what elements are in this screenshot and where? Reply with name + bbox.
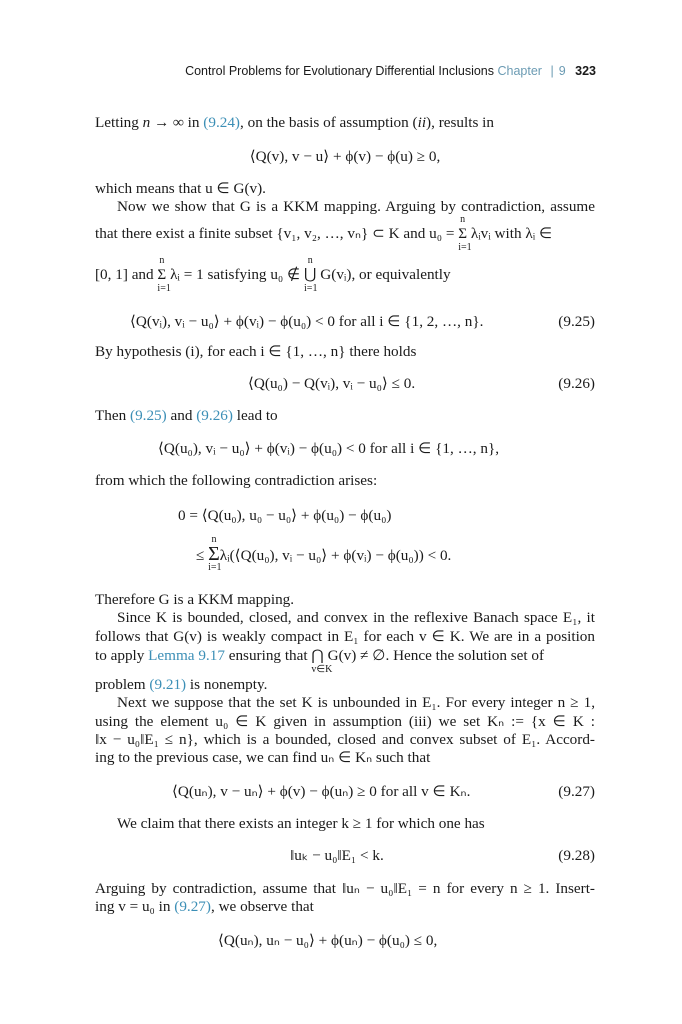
text-line-13: problem (9.21) is nonempty.: [95, 676, 268, 693]
text-line-5: [0, 1] and n Σ i=1 λᵢ = 1 satisfying u₀ ∉ n ⋃ i=1 G(vᵢ), or equivalently: [95, 255, 451, 294]
equation-display-4: ⟨Q(uₙ), uₙ − u₀⟩ + ϕ(uₙ) − ϕ(u₀) ≤ 0,: [218, 932, 438, 949]
lemma-link-9-17[interactable]: Lemma 9.17: [148, 647, 225, 664]
equation-9-28: ‖uₖ − u₀‖E₁ < k.: [290, 847, 384, 864]
header-separator: |: [550, 64, 554, 78]
equation-link-9-21[interactable]: (9.21): [149, 676, 187, 693]
text-line-3: Now we show that G is a KKM mapping. Arguing by contradiction, assume: [117, 198, 595, 215]
union-symbol: n ⋃ i=1: [304, 255, 318, 294]
text-line-6: By hypothesis (i), for each i ∈ {1, …, n} there holds: [95, 343, 417, 360]
text-line-18: We claim that there exists an integer k ≥ 1 for which one has: [117, 815, 485, 832]
text-line-14: Next we suppose that the set K is unbounded in E₁. For every integer n ≥ 1,: [117, 694, 595, 711]
text-line-16: ‖x − u₀‖E₁ ≤ n}, which is a bounded, closed and convex subset of E₁. Accord-: [95, 731, 595, 748]
text-line-2: which means that u ∈ G(v).: [95, 180, 266, 197]
running-header: [185, 64, 596, 78]
text-line-20: ing v = u₀ in (9.27), we observe that: [95, 898, 314, 915]
running-title: Control Problems for Evolutionary Differential Inclusions: [185, 64, 494, 78]
equation-tag-9-28: (9.28): [558, 847, 595, 864]
summation-symbol: n Σ i=1: [208, 534, 222, 573]
equation-tag-9-26: (9.26): [558, 375, 595, 392]
text-line-11: follows that G(v) is weakly compact in E₁ for each v ∈ K. We are in a position: [95, 628, 595, 645]
equation-9-25: ⟨Q(vᵢ), vᵢ − u₀⟩ + ϕ(vᵢ) − ϕ(u₀) < 0 for all i ∈ {1, 2, …, n}.: [130, 313, 484, 330]
intersection-symbol: ⋂ v∈K: [311, 647, 333, 675]
chapter-label: Chapter: [497, 64, 542, 78]
equation-tag-9-25: (9.25): [558, 313, 595, 330]
chapter-number: 9: [558, 64, 566, 78]
equation-link-9-26[interactable]: (9.26): [196, 407, 233, 424]
equation-display-3b: ≤ n Σ i=1 λᵢ(⟨Q(u₀), vᵢ − u₀⟩ + ϕ(vᵢ) − ϕ(u₀)) < 0.: [196, 534, 452, 573]
text-line-4: that there exist a finite subset {v₁, v₂, …, vₙ} ⊂ K and u₀ = n Σ i=1 λᵢvᵢ with λᵢ ∈: [95, 214, 553, 253]
equation-9-26: ⟨Q(u₀) − Q(vᵢ), vᵢ − u₀⟩ ≤ 0.: [248, 375, 416, 392]
text-line-8: from which the following contradiction arises:: [95, 472, 378, 489]
equation-display-3a: 0 = ⟨Q(u₀), u₀ − u₀⟩ + ϕ(u₀) − ϕ(u₀): [178, 507, 392, 524]
equation-tag-9-27: (9.27): [558, 783, 595, 800]
page-number: 323: [575, 64, 596, 78]
equation-link-9-27[interactable]: (9.27): [174, 898, 211, 915]
equation-9-27: ⟨Q(uₙ), v − uₙ⟩ + ϕ(v) − ϕ(uₙ) ≥ 0 for all v ∈ Kₙ.: [172, 783, 471, 800]
text-line-12: to apply Lemma 9.17 ensuring that ⋂ v∈K G(v) ≠ ∅. Hence the solution set of: [95, 647, 545, 675]
text-line-9: Therefore G is a KKM mapping.: [95, 591, 295, 608]
text-line-10: Since K is bounded, closed, and convex in the reflexive Banach space E₁, it: [117, 609, 595, 626]
summation-symbol: n Σ i=1: [458, 214, 472, 253]
text-line-1: Letting n → ∞ in (9.24), on the basis of assumption (ii), results in: [95, 114, 494, 131]
text-line-15: using the element u₀ ∈ K given in assumption (iii) we set Kₙ := {x ∈ K :: [95, 713, 595, 730]
equation-display-1: ⟨Q(v), v − u⟩ + ϕ(v) − ϕ(u) ≥ 0,: [249, 148, 441, 165]
text-line-19: Arguing by contradiction, assume that ‖uₙ − u₀‖E₁ = n for every n ≥ 1. Insert-: [95, 880, 595, 897]
equation-link-9-25[interactable]: (9.25): [130, 407, 167, 424]
text-line-7: Then (9.25) and (9.26) lead to: [95, 407, 278, 424]
equation-display-2: ⟨Q(u₀), vᵢ − u₀⟩ + ϕ(vᵢ) − ϕ(u₀) < 0 for all i ∈ {1, …, n},: [158, 440, 500, 457]
equation-link-9-24[interactable]: (9.24): [203, 114, 240, 131]
summation-symbol: n Σ i=1: [157, 255, 171, 294]
text-line-17: ing to the previous case, we can find uₙ ∈ Kₙ such that: [95, 749, 431, 766]
